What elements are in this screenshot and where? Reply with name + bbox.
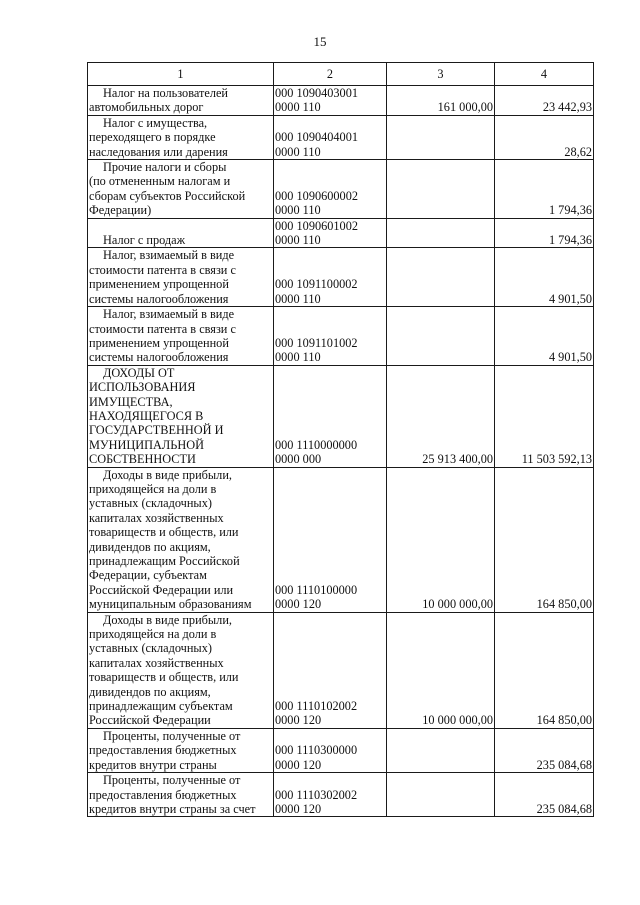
budget-code-cell: 000 1090404001 0000 110 xyxy=(274,115,387,159)
income-name-cell xyxy=(88,773,274,817)
actual-amount-cell: 23 442,93 xyxy=(495,86,594,116)
page-number: 15 xyxy=(313,34,327,49)
budget-table xyxy=(87,62,594,817)
table-row xyxy=(88,218,594,248)
column-header-2: 2 xyxy=(274,63,387,86)
budget-code-cell: 000 1091101002 0000 110 xyxy=(274,307,387,366)
income-name-text: Налог на пользователей автомобильных дорог xyxy=(89,86,228,115)
planned-amount-cell xyxy=(387,160,495,219)
actual-amount-cell: 4 901,50 xyxy=(495,307,594,366)
income-name-cell xyxy=(88,307,274,366)
table-row xyxy=(88,467,594,612)
actual-amount-cell: 11 503 592,13 xyxy=(495,365,594,467)
income-name-text: Проценты, полученные от предоставления бюджетных кредитов внутри страны за счет xyxy=(89,773,256,816)
budget-code-cell: 000 1090403001 0000 110 xyxy=(274,86,387,116)
budget-code-cell: 000 1091100002 0000 110 xyxy=(274,248,387,307)
budget-code-cell: 000 1110000000 0000 000 xyxy=(274,365,387,467)
income-name-cell xyxy=(88,365,274,467)
planned-amount-cell xyxy=(387,115,495,159)
actual-amount-cell: 28,62 xyxy=(495,115,594,159)
budget-code-cell: 000 1110300000 0000 120 xyxy=(274,728,387,772)
table-row xyxy=(88,160,594,219)
actual-amount-cell: 1 794,36 xyxy=(495,160,594,219)
income-name-text: ДОХОДЫ ОТ ИСПОЛЬЗОВАНИЯ ИМУЩЕСТВА, НАХОДЯЩЕГОСЯ В ГОСУДАРСТВЕННОЙ И МУНИЦИПАЛЬНОЙ СОБСТВЕННОСТИ xyxy=(89,365,224,467)
table-row xyxy=(88,728,594,772)
actual-amount-cell: 1 794,36 xyxy=(495,218,594,248)
table-row xyxy=(88,248,594,307)
income-name-text: Налог с имущества, переходящего в порядке наследования или дарения xyxy=(89,115,228,159)
table-body xyxy=(88,86,594,817)
table-row xyxy=(88,365,594,467)
income-name-cell xyxy=(88,218,274,248)
table-row xyxy=(88,86,594,116)
income-name-cell xyxy=(88,728,274,772)
income-name-text: Проценты, полученные от предоставления бюджетных кредитов внутри страны xyxy=(89,728,241,772)
actual-amount-cell: 4 901,50 xyxy=(495,248,594,307)
planned-amount-cell: 10 000 000,00 xyxy=(387,612,495,728)
table-row xyxy=(88,773,594,817)
budget-code-cell: 000 1090601002 0000 110 xyxy=(274,218,387,248)
budget-code-cell: 000 1090600002 0000 110 xyxy=(274,160,387,219)
table-row xyxy=(88,307,594,366)
planned-amount-cell xyxy=(387,773,495,817)
table-row xyxy=(88,612,594,728)
column-header-1: 1 xyxy=(88,63,274,86)
income-name-text: Налог с продаж xyxy=(103,233,186,248)
budget-code-cell: 000 1110102002 0000 120 xyxy=(274,612,387,728)
actual-amount-cell: 235 084,68 xyxy=(495,773,594,817)
planned-amount-cell: 161 000,00 xyxy=(387,86,495,116)
budget-code-cell: 000 1110100000 0000 120 xyxy=(274,467,387,612)
income-name-cell xyxy=(88,86,274,116)
planned-amount-cell: 25 913 400,00 xyxy=(387,365,495,467)
income-name-text: Доходы в виде прибыли, приходящейся на доли в уставных (складочных) капиталах хозяйственных товариществ и обществ, или дивидендов по акциям, принадлежащим Российской Федерации, субъектам Российской Федерации или муниципальным образованиям xyxy=(89,467,252,612)
actual-amount-cell: 164 850,00 xyxy=(495,467,594,612)
table-row xyxy=(88,115,594,159)
column-header-3: 3 xyxy=(387,63,495,86)
column-header-4: 4 xyxy=(495,63,594,86)
income-name-text: Прочие налоги и сборы (по отмененным налогам и сборам субъектов Российской Федерации) xyxy=(89,160,246,218)
income-name-text: Налог, взимаемый в виде стоимости патента в связи с применением упрощенной системы налогообложения xyxy=(89,307,236,365)
income-name-text: Доходы в виде прибыли, приходящейся на доли в уставных (складочных) капиталах хозяйственных товариществ и обществ, или дивидендов по акциям, принадлежащим субъектам Российской Федерации xyxy=(89,612,239,728)
actual-amount-cell: 164 850,00 xyxy=(495,612,594,728)
planned-amount-cell xyxy=(387,218,495,248)
income-name-cell xyxy=(88,160,274,219)
planned-amount-cell: 10 000 000,00 xyxy=(387,467,495,612)
planned-amount-cell xyxy=(387,248,495,307)
budget-code-cell: 000 1110302002 0000 120 xyxy=(274,773,387,817)
planned-amount-cell xyxy=(387,728,495,772)
table-header-row xyxy=(88,63,594,86)
income-name-cell xyxy=(88,115,274,159)
income-name-cell xyxy=(88,248,274,307)
actual-amount-cell: 235 084,68 xyxy=(495,728,594,772)
income-name-cell xyxy=(88,467,274,612)
income-name-cell xyxy=(88,612,274,728)
income-name-text: Налог, взимаемый в виде стоимости патента в связи с применением упрощенной системы налогообложения xyxy=(89,248,236,306)
planned-amount-cell xyxy=(387,307,495,366)
